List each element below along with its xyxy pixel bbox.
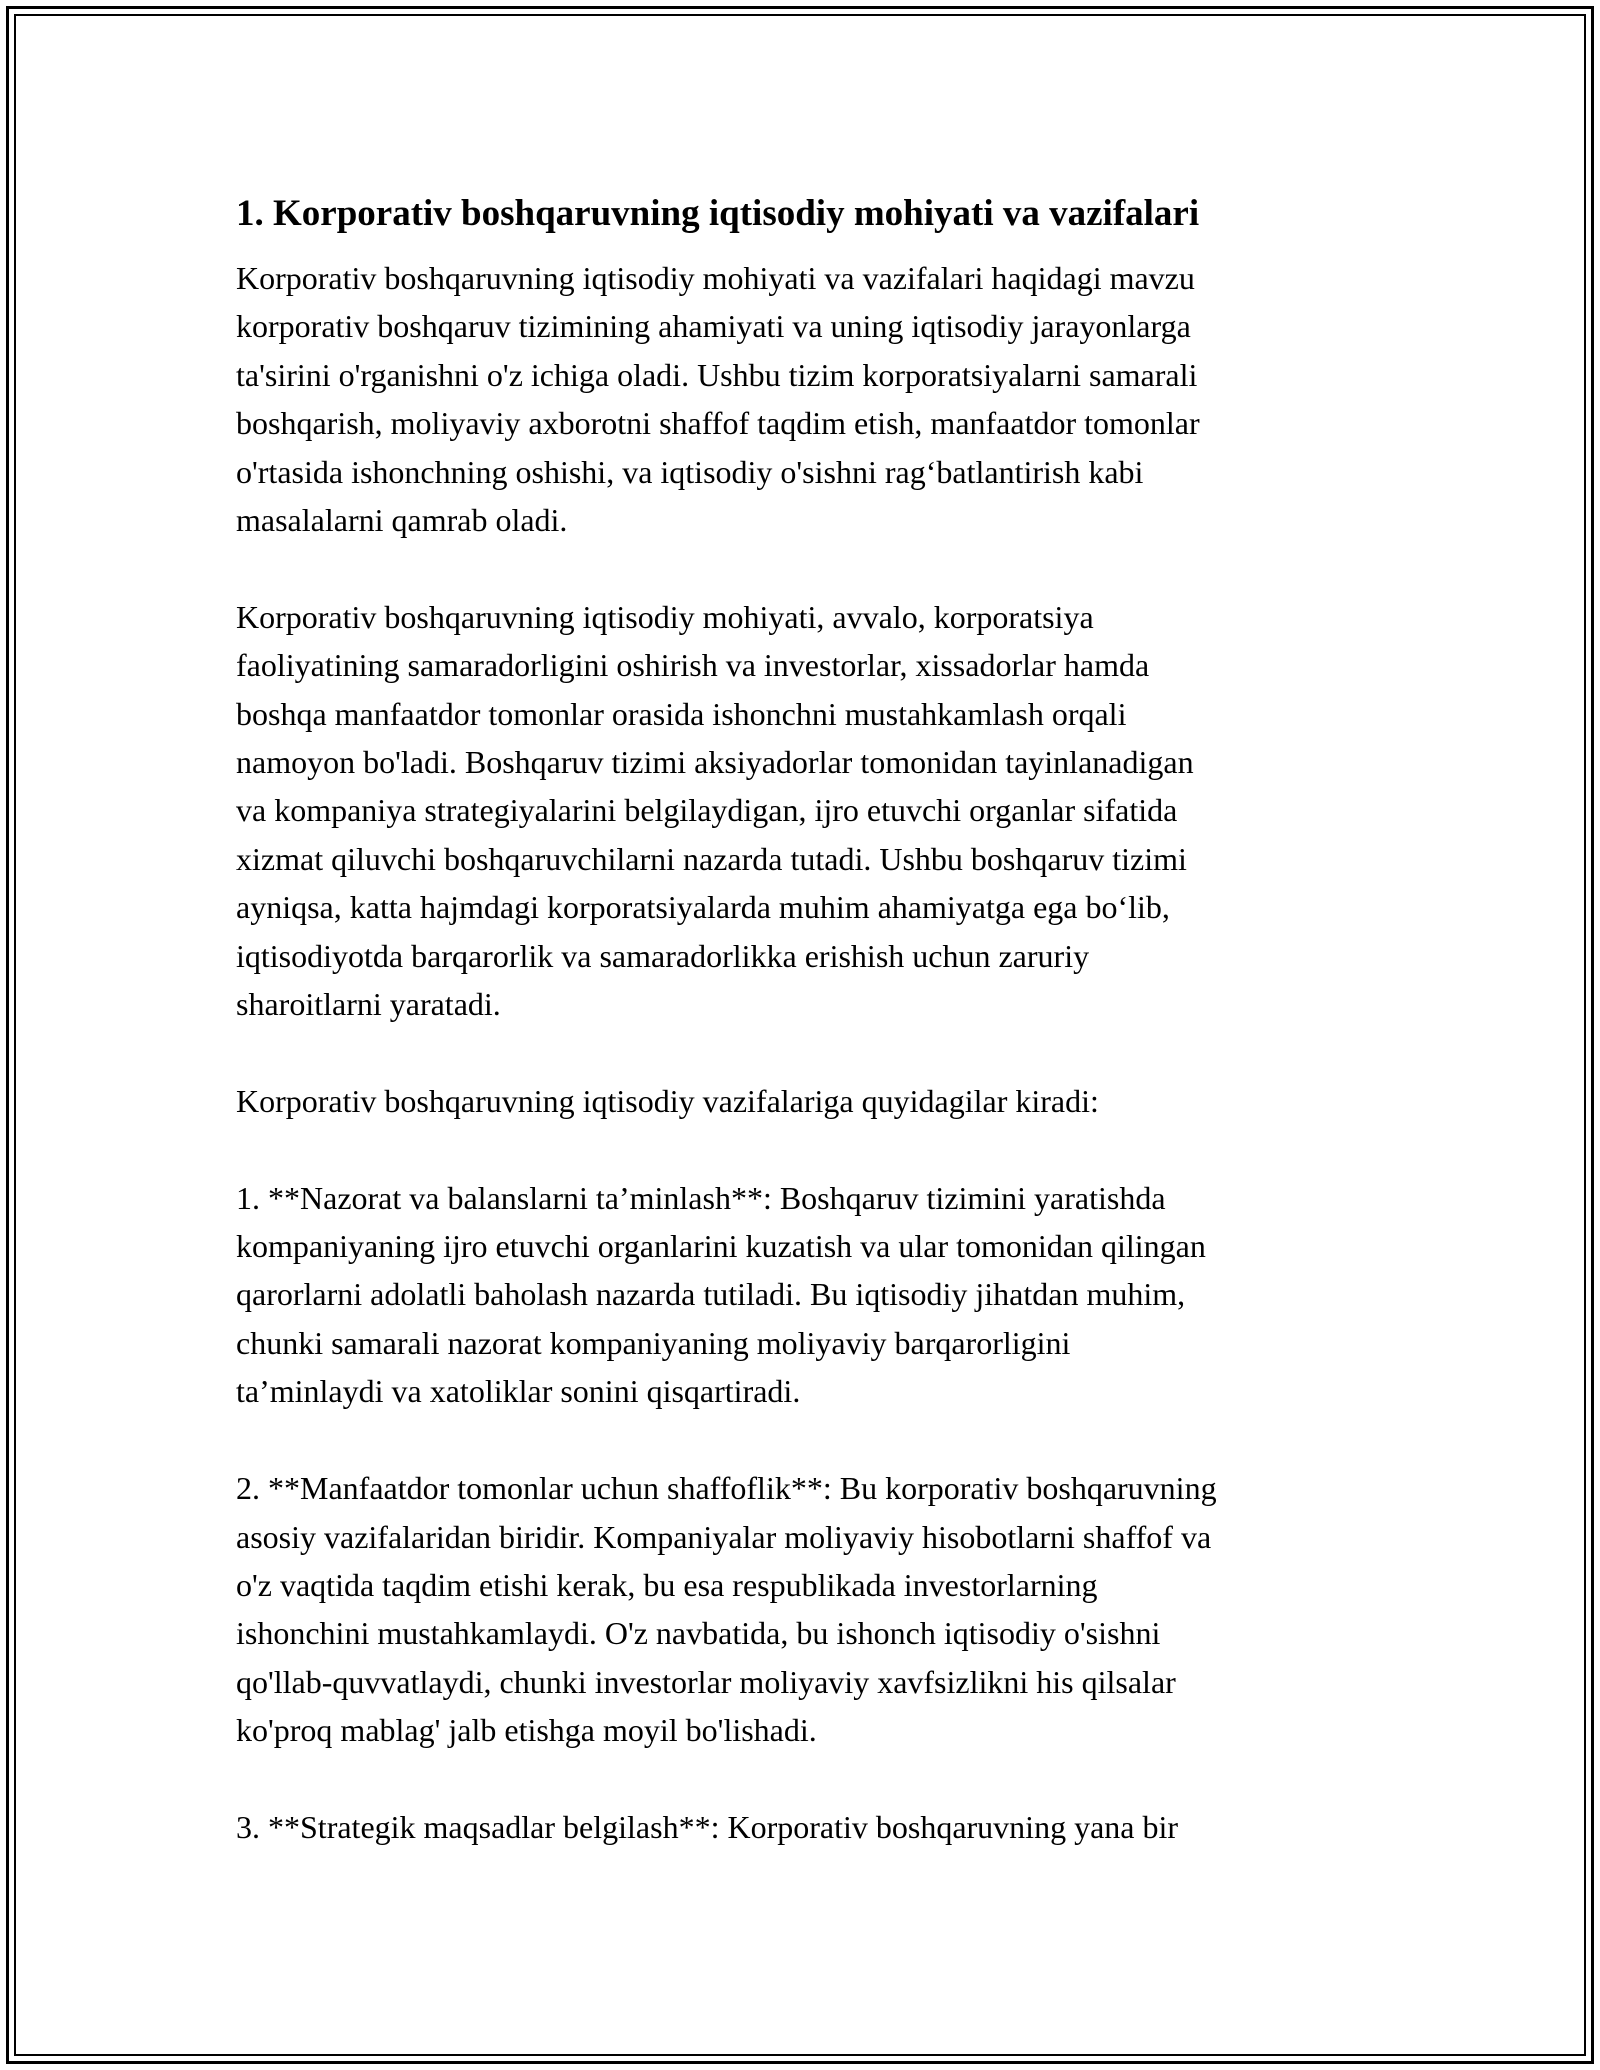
- text-line: qo'llab-quvvatlaydi, chunki investorlar moliyaviy xavfsizlikni his qilsalar: [236, 1663, 1176, 1700]
- text-line: Korporativ boshqaruvning iqtisodiy mohiyati va vazifalari haqidagi mavzu: [236, 260, 1195, 296]
- document-body: [236, 186, 1366, 1900]
- text-line: boshqarish, moliyaviy axborotni shaffof taqdim etish, manfaatdor tomonlar: [236, 405, 1200, 442]
- text-line: ta’minlaydi va xatoliklar sonini qisqartiradi.: [236, 1373, 801, 1410]
- text-line: 2. **Manfaatdor tomonlar uchun shaffoflik**: Bu korporativ boshqaruvning: [236, 1470, 1217, 1507]
- text-line: va kompaniya strategiyalarini belgilaydigan, ijro etuvchi organlar sifatida: [236, 792, 1178, 829]
- text-line: ko'proq mablag' jalb etishga moyil bo'lishadi.: [236, 1712, 817, 1749]
- text-line: kompaniyaning ijro etuvchi organlarini kuzatish va ular tomonidan qilingan: [236, 1228, 1206, 1265]
- paragraph-functions-intro: [236, 1077, 1366, 1125]
- text-line: asosiy vazifalaridan biridir. Kompaniyalar moliyaviy hisobotlarni shaffof va: [236, 1518, 1212, 1555]
- paragraph-intro: [236, 254, 1366, 544]
- text-line: korporativ boshqaruv tizimining ahamiyati va uning iqtisodiy jarayonlarga: [236, 308, 1191, 345]
- document-title: 1. Korporativ boshqaruvning iqtisodiy mohiyati va vazifalari: [236, 193, 1200, 234]
- text-line: Korporativ boshqaruvning iqtisodiy vazifalariga quyidagilar kiradi:: [236, 1082, 1099, 1119]
- text-line: Korporativ boshqaruvning iqtisodiy mohiyati, avvalo, korporatsiya: [236, 598, 1094, 635]
- text-line: sharoitlarni yaratadi.: [236, 986, 501, 1023]
- list-item-control-balances: [236, 1174, 1366, 1416]
- text-line: xizmat qiluvchi boshqaruvchilarni nazarda tutadi. Ushbu boshqaruv tizimi: [236, 840, 1187, 877]
- text-line: masalalarni qamrab oladi.: [236, 502, 568, 539]
- text-line: iqtisodiyotda barqarorlik va samaradorlikka erishish uchun zaruriy: [236, 937, 1090, 974]
- list-item-transparency: [236, 1464, 1366, 1754]
- text-line: 1. **Nazorat va balanslarni ta’minlash**: Boshqaruv tizimini yaratishda: [236, 1179, 1166, 1216]
- text-line: ta'sirini o'rganishni o'z ichiga oladi. Ushbu tizim korporatsiyalarni samarali: [236, 356, 1198, 393]
- text-line: o'rtasida ishonchning oshishi, va iqtisodiy o'sishni rag‘batlantirish kabi: [236, 453, 1144, 490]
- text-line: chunki samarali nazorat kompaniyaning moliyaviy barqarorligini: [236, 1324, 1071, 1361]
- list-item-strategic-goals: [236, 1803, 1366, 1851]
- text-line: qarorlarni adolatli baholash nazarda tutiladi. Bu iqtisodiy jihatdan muhim,: [236, 1276, 1186, 1313]
- text-line: namoyon bo'ladi. Boshqaruv tizimi aksiyadorlar tomonidan tayinlanadigan: [236, 744, 1194, 781]
- text-line: faoliyatining samaradorligini oshirish va investorlar, xissadorlar hamda: [236, 647, 1150, 684]
- text-line: ishonchini mustahkamlaydi. O'z navbatida, bu ishonch iqtisodiy o'sishni: [236, 1615, 1161, 1652]
- text-line: 3. **Strategik maqsadlar belgilash**: Korporativ boshqaruvning yana bir: [236, 1808, 1179, 1845]
- text-line: o'z vaqtida taqdim etishi kerak, bu esa respublikada investorlarning: [236, 1566, 1098, 1603]
- text-line: ayniqsa, katta hajmdagi korporatsiyalarda muhim ahamiyatga ega bo‘lib,: [236, 889, 1170, 926]
- text-line: boshqa manfaatdor tomonlar orasida ishonchni mustahkamlash orqali: [236, 695, 1127, 732]
- paragraph-essence: [236, 593, 1366, 1029]
